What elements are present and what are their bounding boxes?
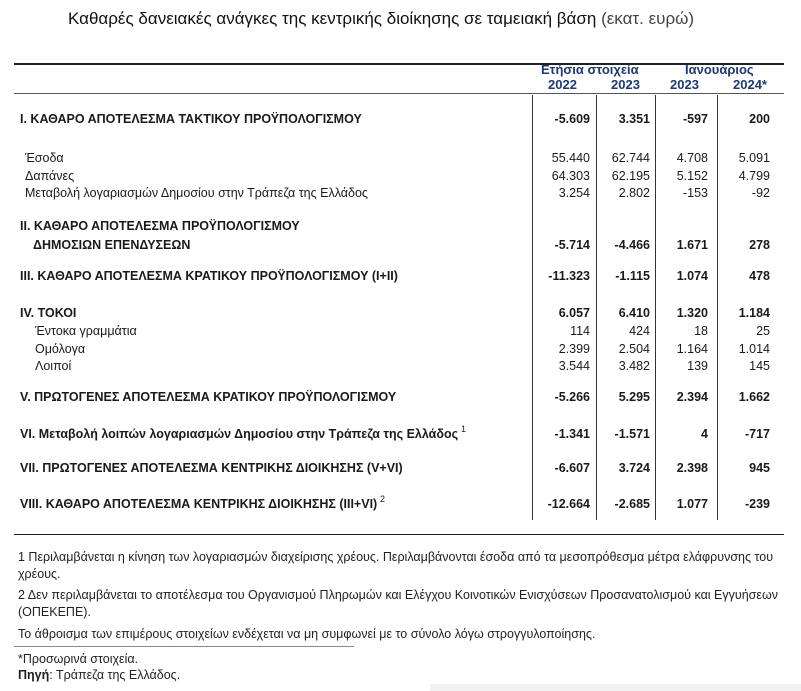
table-row bbox=[0, 219, 801, 237]
header-year-2022: 2022 bbox=[548, 77, 577, 92]
table-row bbox=[0, 238, 801, 256]
cell-value: 2.398 bbox=[676, 461, 708, 475]
cell-value: 424 bbox=[629, 324, 650, 338]
cell-value: -5.609 bbox=[554, 112, 590, 126]
table-row bbox=[0, 269, 801, 287]
cell-value: -11.323 bbox=[548, 269, 590, 283]
cell-value: -6.607 bbox=[554, 461, 590, 475]
row-label: V. ΠΡΩΤΟΓΕΝΕΣ ΑΠΟΤΕΛΕΣΜΑ ΚΡΑΤΙΚΟΥ ΠΡΟΫΠΟΛΟΓΙΣΜΟΥ bbox=[20, 390, 397, 404]
header-january: Ιανουάριος bbox=[685, 62, 754, 77]
cell-value: -717 bbox=[744, 427, 770, 441]
cell-value: -1.115 bbox=[615, 269, 650, 283]
title-main: Καθαρές δανειακές ανάγκες της κεντρικής διοίκησης σε ταμειακή βάση bbox=[68, 9, 597, 28]
source-line bbox=[18, 667, 788, 684]
cell-value: 1.184 bbox=[738, 306, 770, 320]
cell-value: 62.744 bbox=[611, 151, 650, 165]
bottom-rule bbox=[14, 534, 784, 535]
cell-value: 1.077 bbox=[676, 497, 708, 511]
table-title bbox=[68, 9, 694, 29]
table-row bbox=[0, 390, 801, 408]
cell-value: 1.014 bbox=[738, 342, 770, 356]
table-row bbox=[0, 461, 801, 479]
cell-value: 25 bbox=[756, 324, 770, 338]
table-row bbox=[0, 359, 801, 377]
cell-value: 5.152 bbox=[676, 169, 708, 183]
table-row bbox=[0, 342, 801, 360]
cell-value: -4.466 bbox=[614, 238, 650, 252]
header-year-2024: 2024* bbox=[733, 77, 767, 92]
cell-value: 2.394 bbox=[676, 390, 708, 404]
cell-value: 4.708 bbox=[676, 151, 708, 165]
row-label: VIII. ΚΑΘΑΡΟ ΑΠΟΤΕΛΕΣΜΑ ΚΕΝΤΡΙΚΗΣ ΔΙΟΙΚΗΣΗΣ (III+VI) bbox=[20, 497, 378, 511]
cell-value: 5.295 bbox=[618, 390, 650, 404]
title-unit: (εκατ. ευρώ) bbox=[601, 9, 695, 28]
cell-value: 64.303 bbox=[551, 169, 590, 183]
cell-value: -12.664 bbox=[547, 497, 590, 511]
provisional-note: *Προσωρινά στοιχεία. bbox=[18, 652, 139, 666]
cell-value: 1.164 bbox=[676, 342, 708, 356]
row-label: Μεταβολή λογαριασμών Δημοσίου στην Τράπεζα της Ελλάδος bbox=[25, 186, 368, 200]
row-label: III. ΚΑΘΑΡΟ ΑΠΟΤΕΛΕΣΜΑ ΚΡΑΤΙΚΟΥ ΠΡΟΫΠΟΛΟΓΙΣΜΟΥ (I+II) bbox=[20, 269, 398, 283]
row-label: Έντοκα γραμμάτια bbox=[35, 324, 137, 338]
cell-value: 1.671 bbox=[676, 238, 708, 252]
footnote-2: 2 Δεν περιλαμβάνεται το αποτέλεσμα του Οργανισμού Πληρωμών και Ελέγχου Κοινοτικών Ενισχύσεων Προσανατολισμού και Εγγυήσεων (ΟΠΕΚΕΠΕ). bbox=[18, 588, 778, 619]
cell-value: -153 bbox=[682, 186, 708, 200]
cell-value: 478 bbox=[749, 269, 770, 283]
source-label: Πηγή bbox=[18, 668, 50, 682]
row-label: VI. Μεταβολή λοιπών λογαριασμών Δημοσίου στην Τράπεζα της Ελλάδος bbox=[20, 427, 459, 441]
header-year-2023-jan: 2023 bbox=[670, 77, 699, 92]
cell-value: 4.799 bbox=[738, 169, 770, 183]
cell-value: 3.482 bbox=[618, 359, 650, 373]
table-row bbox=[0, 494, 801, 515]
cell-value: -1.341 bbox=[554, 427, 590, 441]
table-row bbox=[0, 169, 801, 187]
bottom-strip bbox=[430, 684, 801, 691]
table-row bbox=[0, 112, 801, 130]
table-row bbox=[0, 306, 801, 324]
header-annual: Ετήσια στοιχεία bbox=[541, 62, 639, 77]
cell-value: 4 bbox=[701, 427, 708, 441]
row-label: Έσοδα bbox=[25, 151, 64, 165]
cell-value: -2.685 bbox=[614, 497, 650, 511]
cell-value: 2.504 bbox=[618, 342, 650, 356]
footnote-marker: 1 bbox=[461, 424, 467, 434]
cell-value: 139 bbox=[687, 359, 708, 373]
cell-value: 114 bbox=[570, 324, 590, 338]
cell-value: 5.091 bbox=[738, 151, 770, 165]
cell-value: 6.057 bbox=[558, 306, 590, 320]
row-label: I. ΚΑΘΑΡΟ ΑΠΟΤΕΛΕΣΜΑ ΤΑΚΤΙΚΟΥ ΠΡΟΫΠΟΛΟΓΙΣΜΟΥ bbox=[20, 112, 362, 126]
cell-value: -597 bbox=[682, 112, 708, 126]
cell-value: 6.410 bbox=[618, 306, 650, 320]
header-year-2023-annual: 2023 bbox=[611, 77, 640, 92]
cell-value: 145 bbox=[749, 359, 770, 373]
footnote-rounding: Το άθροισμα των επιμέρους στοιχείων ενδέχεται να μη συμφωνεί με το σύνολο λόγω στρογγυλοποίησης. bbox=[18, 627, 596, 641]
cell-value: 278 bbox=[749, 238, 770, 252]
cell-value: -1.571 bbox=[614, 427, 650, 441]
cell-value: 2.399 bbox=[558, 342, 590, 356]
row-label: Δαπάνες bbox=[25, 169, 75, 183]
table-row bbox=[0, 324, 801, 342]
source-text: : Τράπεζα της Ελλάδος. bbox=[49, 668, 181, 682]
cell-value: -92 bbox=[751, 186, 770, 200]
top-rule bbox=[14, 63, 784, 65]
cell-value: 3.351 bbox=[618, 112, 650, 126]
row-label: Ομόλογα bbox=[35, 342, 86, 356]
cell-value: 3.254 bbox=[558, 186, 590, 200]
table-row bbox=[0, 424, 801, 445]
cell-value: -5.714 bbox=[554, 238, 590, 252]
row-label: IV. ΤΟΚΟΙ bbox=[20, 306, 77, 320]
cell-value: 55.440 bbox=[551, 151, 590, 165]
footnote-marker: 2 bbox=[380, 494, 386, 504]
row-label: Λοιποί bbox=[35, 359, 72, 373]
row-label: II. ΚΑΘΑΡΟ ΑΠΟΤΕΛΕΣΜΑ ΠΡΟΫΠΟΛΟΓΙΣΜΟΥ bbox=[20, 219, 300, 233]
table-row bbox=[0, 151, 801, 169]
cell-value: 1.320 bbox=[676, 306, 708, 320]
cell-value: 945 bbox=[749, 461, 770, 475]
row-label: ΔΗΜΟΣΙΩΝ ΕΠΕΝΔΥΣΕΩΝ bbox=[33, 238, 191, 252]
cell-value: 62.195 bbox=[611, 169, 650, 183]
cell-value: 1.662 bbox=[738, 390, 770, 404]
cell-value: -239 bbox=[744, 497, 770, 511]
row-label: VII. ΠΡΩΤΟΓΕΝΕΣ ΑΠΟΤΕΛΕΣΜΑ ΚΕΝΤΡΙΚΗΣ ΔΙΟΙΚΗΣΗΣ (V+VI) bbox=[20, 461, 403, 475]
footnote-1: 1 Περιλαμβάνεται η κίνηση των λογαριασμών διαχείρισης χρέους. Περιλαμβάνονται έσοδα από τα μεσοπρόθεσμα μέτρα ελάφρυνσης του χρέους. bbox=[18, 550, 774, 581]
cell-value: 3.544 bbox=[558, 359, 590, 373]
cell-value: 2.802 bbox=[618, 186, 650, 200]
header-rule bbox=[14, 93, 784, 94]
cell-value: -5.266 bbox=[554, 390, 590, 404]
footnote-rule bbox=[14, 646, 354, 647]
cell-value: 3.724 bbox=[618, 461, 650, 475]
cell-value: 18 bbox=[694, 324, 708, 338]
table-row bbox=[0, 186, 801, 204]
cell-value: 1.074 bbox=[676, 269, 708, 283]
cell-value: 200 bbox=[749, 112, 770, 126]
